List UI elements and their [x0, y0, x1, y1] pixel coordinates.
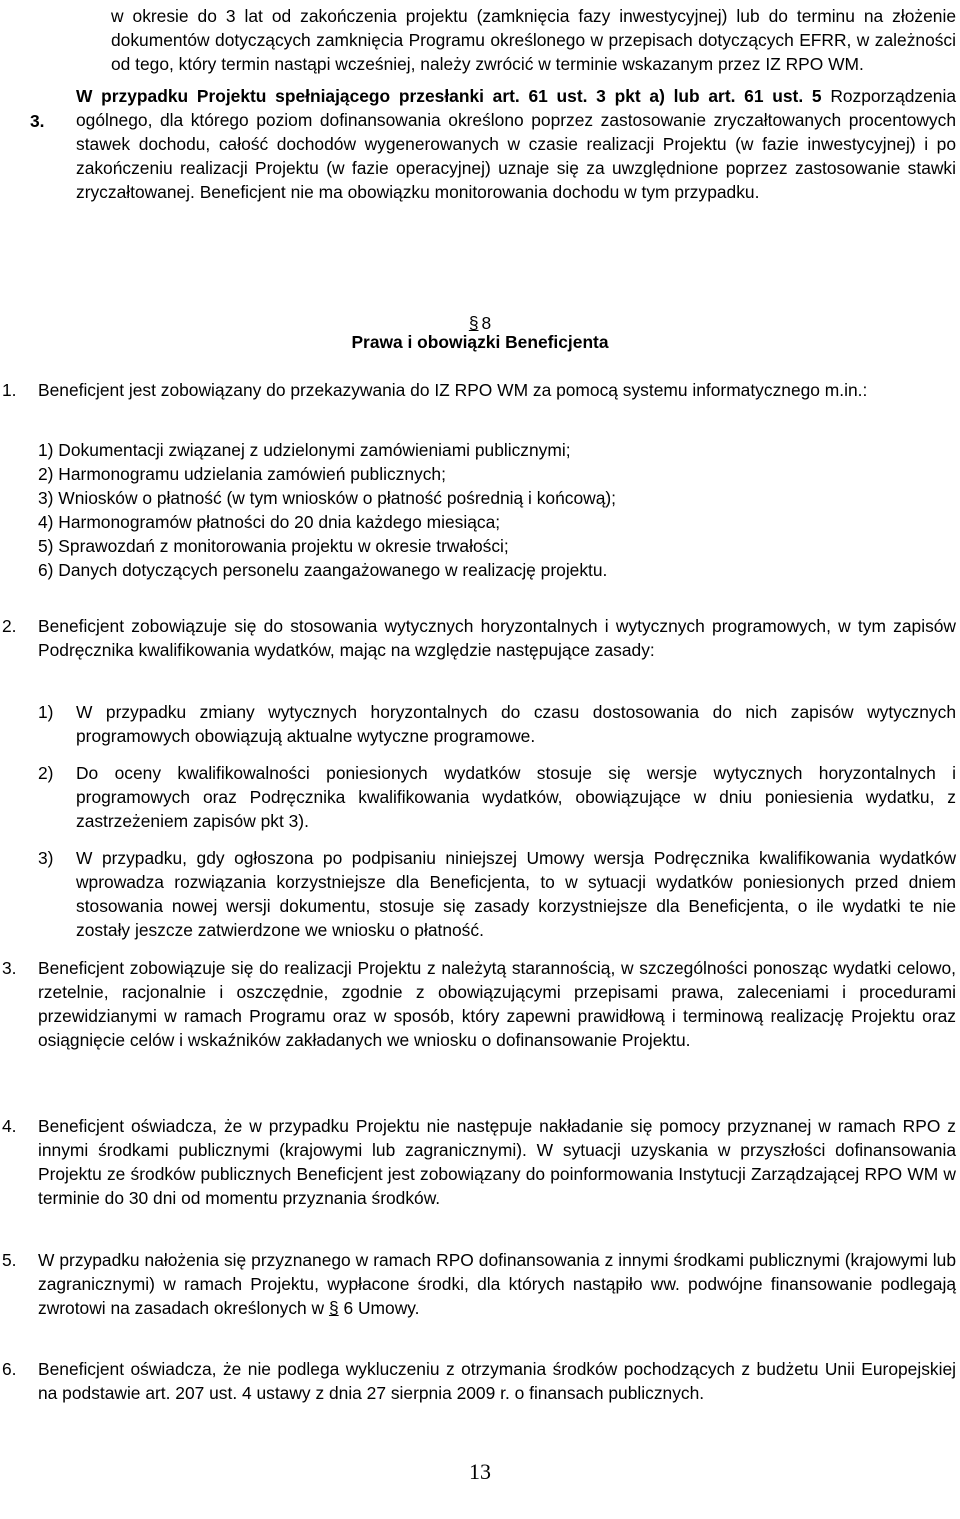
item-3-bold-text: W przypadku Projektu spełniającego przesłanki art. 61 ust. 3 pkt a) lub art. 61 ust. 5 — [76, 86, 822, 106]
page-number: 13 — [469, 1459, 491, 1484]
paragraph-4-text: Beneficjent oświadcza, że w przypadku Projektu nie następuje nakładanie się pomocy przyznanej w ramach RPO z innymi środkami publicznymi (krajowymi lub zagranicznymi). W sytuacji uzyskania w przyszłości dofinansowania Projektu ze środków publicznych Beneficjent jest zobowiązany do poinformowania Instytucji Zarządzającej RPO WM w terminie do 30 dni od momentu przyznania środków. — [38, 1116, 956, 1208]
item-3-number: 3. — [30, 111, 45, 131]
continuation-paragraph: w okresie do 3 lat od zakończenia projektu (zamknięcia fazy inwestycyjnej) lub do terminu na złożenie dokumentów dotyczących zamknięcia Programu określonego w przepisach dotyczących EFRR, w zależności od tego, który termin nastąpi wcześniej, należy zwrócić w terminie wskazanym przez IZ RPO WM. — [111, 6, 956, 74]
paragraph-4-number: 4. — [2, 1116, 17, 1136]
list-item-number: 2) — [38, 763, 54, 783]
section-title: Prawa i obowiązki Beneficjenta — [351, 332, 609, 352]
paragraph-5-section-sign: § — [328, 1298, 339, 1318]
paragraph-5 — [2, 1248, 956, 1320]
item-3-text: Rozporządzenia ogólnego, dla którego poziom dofinansowania określono poprzez zastosowanie zryczałtowanych procentowych stawek dochodu, całość dochodów wygenerowanych w czasie realizacji Projektu (w fazie inwestycyjnej) i po zakończeniu realizacji Projektu (w fazie operacyjnej) uznaje się za uwzględnione poprzez zastosowanie stawki zryczałtowanej. Beneficjent nie ma obowiązku monitorowania dochodu w tym przypadku. — [76, 86, 956, 202]
paragraph-1-number: 1. — [2, 380, 17, 400]
item-3-paragraph — [30, 84, 956, 204]
paragraph-2 — [2, 614, 956, 662]
paragraph-6-number: 6. — [2, 1359, 17, 1379]
list-item: 6) Danych dotyczących personelu zaangażowanego w realizację projektu. — [38, 560, 608, 580]
paragraph-2-item-1 — [38, 700, 956, 748]
paragraph-2-text: Beneficjent zobowiązuje się do stosowania wytycznych horyzontalnych i wytycznych programowych, w tym zapisów Podręcznika kwalifikowania wydatków, mając na względzie następujące zasady: — [38, 616, 956, 660]
paragraph-1-text: Beneficjent jest zobowiązany do przekazywania do IZ RPO WM za pomocą systemu informatycznego m.in.: — [38, 380, 868, 400]
list-item-text: Do oceny kwalifikowalności poniesionych wydatków stosuje się wersje wytycznych horyzontalnych i programowych oraz Podręcznika kwalifikowania wydatków, obowiązujące w dniu poniesienia wydatku, z zastrzeżeniem zapisów pkt 3). — [76, 763, 956, 831]
paragraph-4 — [2, 1114, 956, 1210]
paragraph-3-text: Beneficjent zobowiązuje się do realizacji Projektu z należytą starannością, w szczególności ponosząc wydatki celowo, rzetelnie, racjonalnie i oszczędnie, zgodnie z obowiązującymi przepisami prawa, zaleceniami i procedurami przewidzianymi w ramach Programu oraz w sposób, który zapewni prawidłową i terminową realizację Projektu oraz osiągnięcie celów i wskaźników zakładanych we wniosku o dofinansowanie Projektu. — [38, 958, 956, 1050]
list-item: 3) Wniosków o płatność (w tym wniosków o płatność pośrednią i końcową); — [38, 488, 617, 508]
paragraph-5-ref-tail: 6 Umowy. — [343, 1298, 420, 1318]
paragraph-2-number: 2. — [2, 616, 17, 636]
paragraph-2-item-3 — [38, 846, 956, 942]
list-item: 1) Dokumentacji związanej z udzielonymi zamówieniami publicznymi; — [38, 440, 571, 460]
paragraph-3 — [2, 956, 956, 1052]
paragraph-5-number: 5. — [2, 1250, 17, 1270]
list-item: 2) Harmonogramu udzielania zamówień publicznych; — [38, 464, 446, 484]
list-item-number: 3) — [38, 848, 54, 868]
section-sign: § — [468, 313, 479, 333]
paragraph-1-list — [38, 438, 956, 582]
list-item: 4) Harmonogramów płatności do 20 dnia każdego miesiąca; — [38, 512, 501, 532]
section-number-value: 8 — [481, 313, 492, 333]
paragraph-6 — [2, 1357, 956, 1405]
list-item-number: 1) — [38, 702, 54, 722]
list-item: 5) Sprawozdań z monitorowania projektu w okresie trwałości; — [38, 536, 509, 556]
list-item-text: W przypadku zmiany wytycznych horyzontalnych do czasu dostosowania do nich zapisów wytycznych programowych obowiązują aktualne wytyczne programowe. — [76, 702, 956, 746]
paragraph-3-number: 3. — [2, 958, 17, 978]
paragraph-2-item-2 — [38, 761, 956, 833]
list-item-text: W przypadku, gdy ogłoszona po podpisaniu niniejszej Umowy wersja Podręcznika kwalifikowania wydatków wprowadza rozwiązania korzystniejsze dla Beneficjenta, to w sytuacji wydatków poniesionych przed dniem stosowania nowej wersji dokumentu, stosuje się zasady korzystniejsze dla Beneficjenta, o ile wydatki te nie zostały jeszcze zatwierdzone we wniosku o płatność. — [76, 848, 956, 940]
paragraph-1 — [2, 378, 956, 402]
paragraph-6-text: Beneficjent oświadcza, że nie podlega wykluczeniu z otrzymania środków pochodzących z budżetu Unii Europejskiej na podstawie art. 207 ust. 4 ustawy z dnia 27 sierpnia 2009 r. o finansach publicznych. — [38, 1359, 956, 1403]
paragraph-5-text: W przypadku nałożenia się przyznanego w ramach RPO dofinansowania z innymi środkami publicznymi (krajowymi lub zagranicznymi) w ramach Projektu, wypłacone środki, dla których nastąpiło ww. podwójne finansowanie podlegają zwrotowi na zasadach określonych w — [38, 1250, 956, 1318]
